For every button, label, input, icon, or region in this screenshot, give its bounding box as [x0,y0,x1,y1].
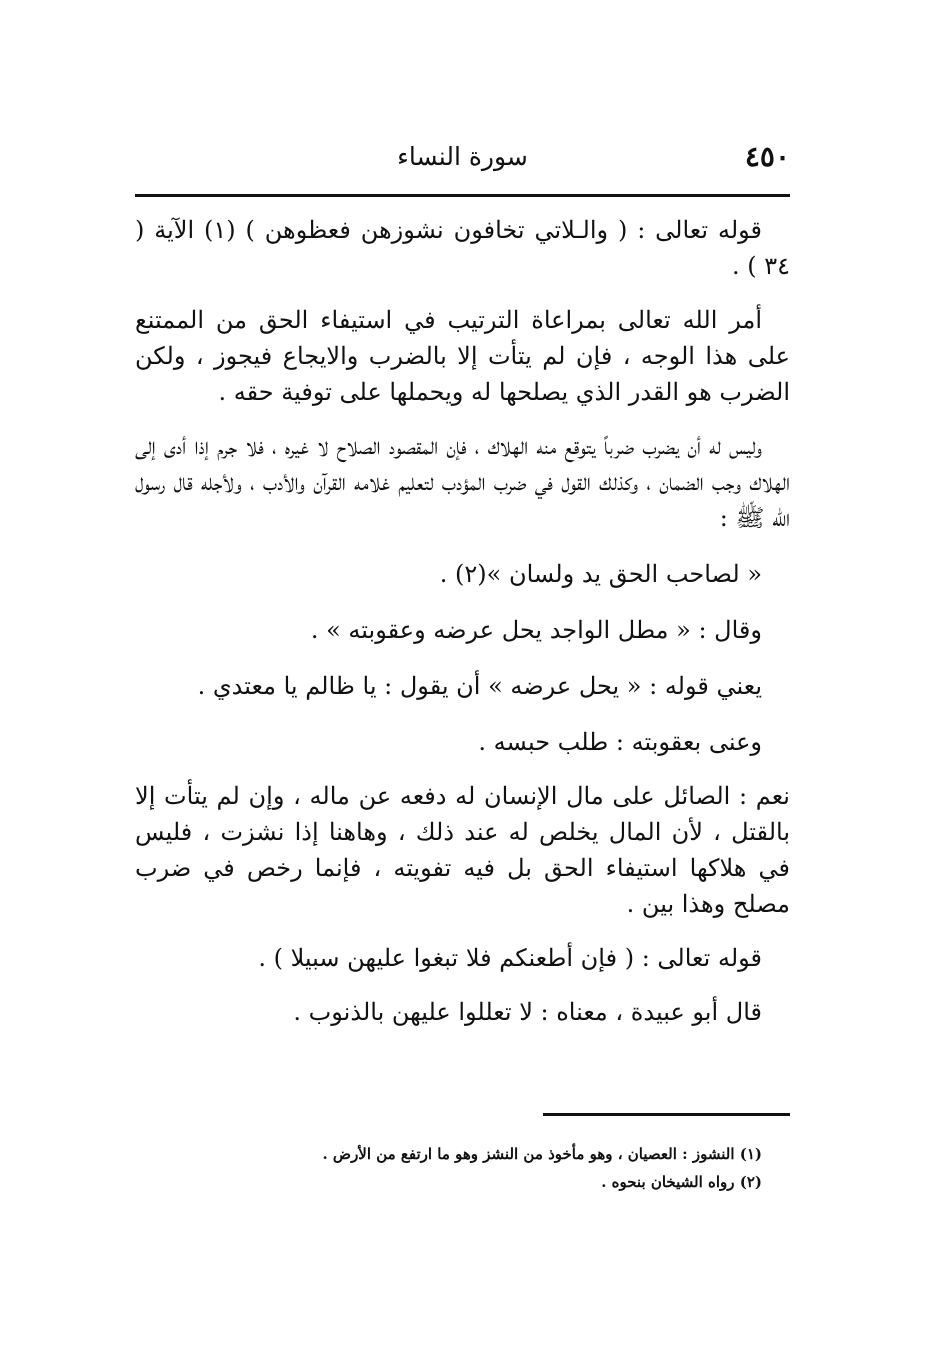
footnotes [135,1140,790,1196]
footnote-divider [543,1113,790,1116]
header-divider [135,194,790,197]
verse-paragraph: قوله تعالى : ( فإن أطعنكم فلا تبغوا عليهن سبيلا ) . [258,944,762,972]
explanation-line: وعنى بعقوبته : طلب حبسه . [478,728,762,756]
verse-paragraph: قوله تعالى : ( والـلاتي تخافون نشوزهن فعظوهن ) (١) الآية ( ٣٤ ) . [135,216,790,280]
hadith-line: وقال : « مطل الواجد يحل عرضه وعقوبته » . [310,616,762,644]
page-header [135,140,790,180]
commentary-paragraph: قال أبو عبيدة ، معناه : لا تعللوا عليهن بالذنوب . [293,998,762,1026]
page-body [135,212,790,1030]
footnote-2: (٢) رواه الشيخان بنحوه . [601,1173,762,1191]
hadith-line: « لصاحب الحق يد ولسان »(٢) . [439,560,762,588]
page-number: ٤٥٠ [744,140,790,173]
footnote-1: (١) النشوز : العصيان ، وهو مأخوذ من النشز وهو ما ارتفع من الأرض . [322,1145,762,1163]
surah-title: سورة النساء [397,142,528,171]
commentary-paragraph: أمر الله تعالى بمراعاة الترتيب في استيفاء الحق من الممتنع على هذا الوجه ، فإن لم يتأت إلا بالضرب والايجاع فيجوز ، ولكن الضرب هو القدر الذي يصلحها له ويحملها على توفية حقه . [135,306,790,406]
commentary-paragraph: وليس له أن يضرب ضرباً يتوقع منه الهلاك ، فإن المقصود الصلاح لا غيره ، فلا جرم إذا أدى إلى الهلاك وجب الضمان ، وكذلك القول في ضرب المؤدب لتعليم غلامه القرآن والأدب ، ولأجله قال رسول الله ﷺ : [135,432,790,532]
explanation-line: يعني قوله : « يحل عرضه » أن يقول : يا ظالم يا معتدي . [197,672,762,700]
commentary-paragraph: نعم : الصائل على مال الإنسان له دفعه عن ماله ، وإن لم يتأت إلا بالقتل ، لأن المال يخلص له عند ذلك ، وهاهنا إذا نشزت ، فليس في هلاكها استيفاء الحق بل فيه تفويته ، فإنما رخص في ضرب مصلح وهذا بين . [135,782,790,918]
